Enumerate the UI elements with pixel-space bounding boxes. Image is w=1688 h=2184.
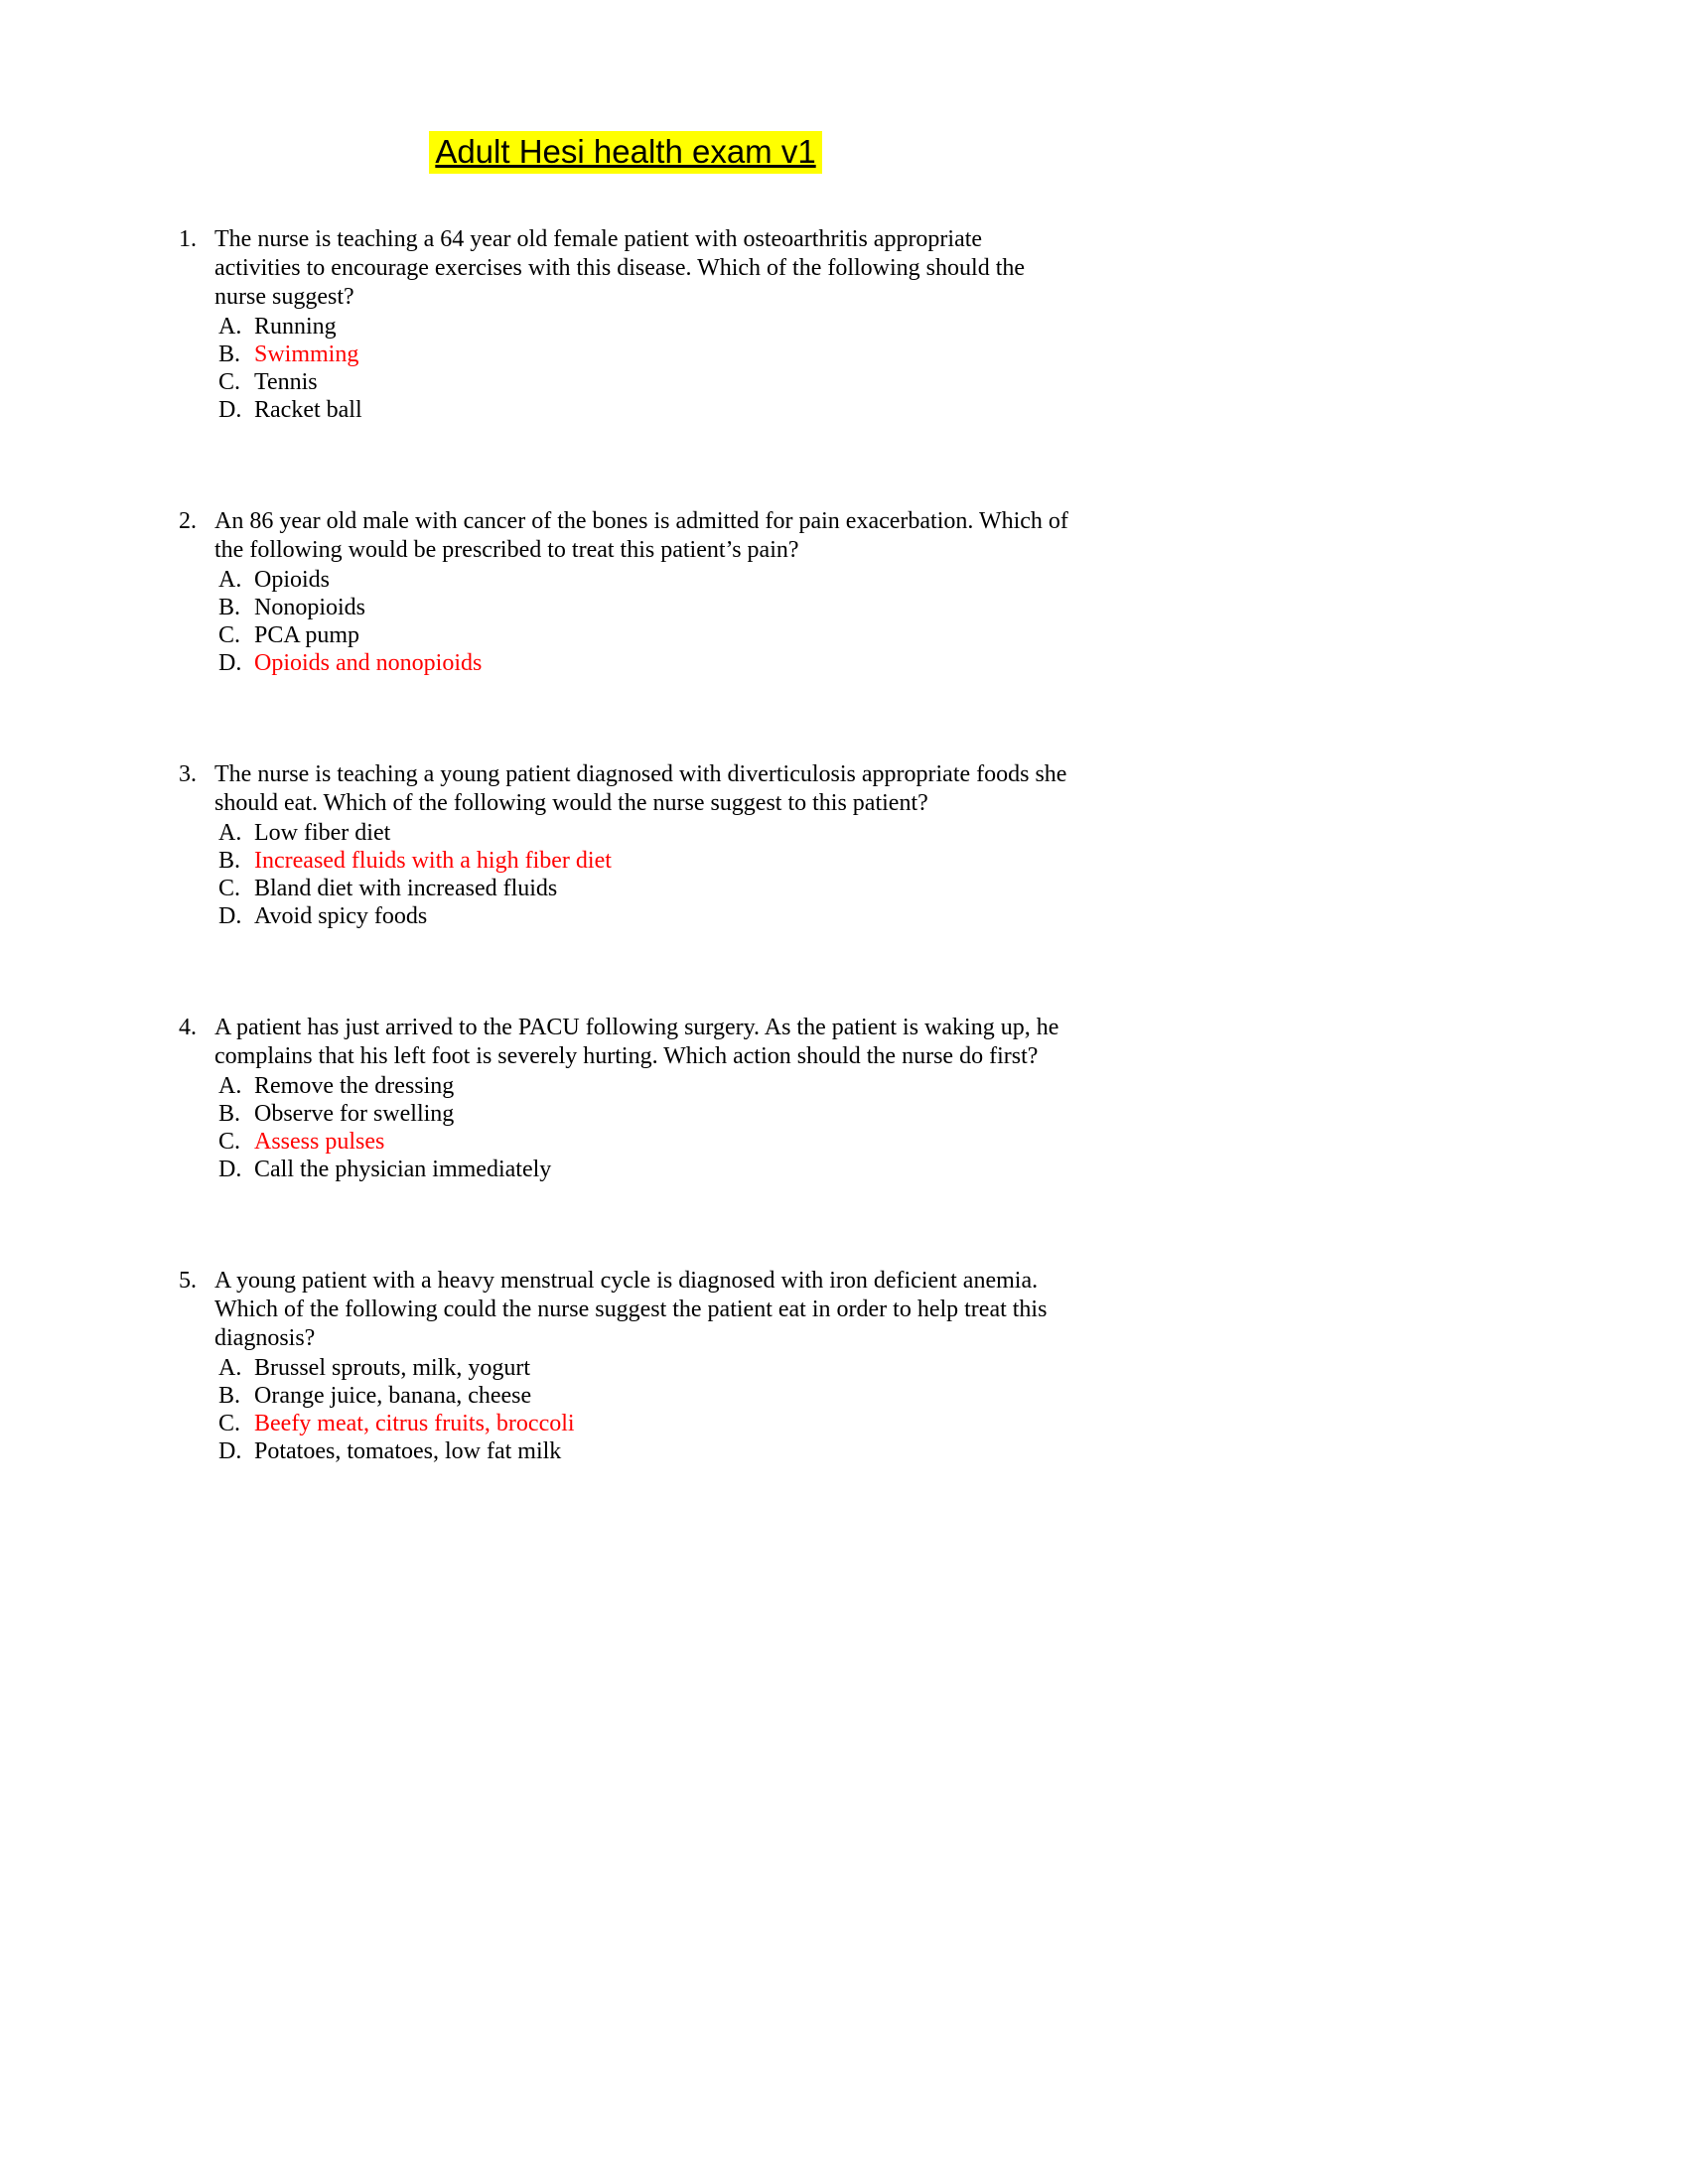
- option-text: Running: [254, 314, 337, 340]
- option-text: Bland diet with increased fluids: [254, 876, 558, 901]
- option-label: D.: [218, 397, 242, 423]
- option-label: A.: [218, 1355, 242, 1381]
- option: [218, 1072, 1072, 1100]
- question-number: 3.: [179, 761, 197, 787]
- option-label: D.: [218, 1157, 242, 1182]
- option-text: Orange juice, banana, cheese: [254, 1383, 532, 1409]
- option-label: B.: [218, 1383, 241, 1409]
- option: [218, 594, 1072, 621]
- option-text: Assess pulses: [254, 1129, 385, 1155]
- question-4: [179, 1014, 1072, 1183]
- option: [218, 1410, 1072, 1437]
- option-text: Low fiber diet: [254, 820, 391, 846]
- option: [218, 341, 1072, 368]
- question-2-stem: [179, 507, 1072, 565]
- question-text: The nurse is teaching a young patient diagnosed with diverticulosis appropriate foods she should eat. Which of the following would the nurse suggest to this patient?: [214, 761, 1067, 816]
- option: [218, 902, 1072, 930]
- question-3: [179, 760, 1072, 930]
- option-text: Beefy meat, citrus fruits, broccoli: [254, 1411, 575, 1436]
- question-text: An 86 year old male with cancer of the bones is admitted for pain exacerbation. Which of the following would be prescribed to treat this patient’s pain?: [214, 508, 1068, 563]
- question-number: 1.: [179, 226, 197, 252]
- option-label: B.: [218, 1101, 241, 1127]
- option-text: Nonopioids: [254, 595, 366, 620]
- option-text: Tennis: [254, 369, 318, 395]
- option: [218, 621, 1072, 649]
- option-text: Racket ball: [254, 397, 362, 423]
- option-label: D.: [218, 1438, 242, 1464]
- option: [218, 368, 1072, 396]
- option-text: Observe for swelling: [254, 1101, 455, 1127]
- page-title: [179, 131, 1072, 174]
- option-text: Avoid spicy foods: [254, 903, 428, 929]
- question-1: [179, 225, 1072, 424]
- option-text: Swimming: [254, 341, 359, 367]
- option: [218, 566, 1072, 594]
- question-5-stem: [179, 1267, 1072, 1353]
- option-label: D.: [218, 650, 242, 676]
- option-text: Opioids: [254, 567, 331, 593]
- option-text: Increased fluids with a high fiber diet: [254, 848, 612, 874]
- option-label: B.: [218, 595, 241, 620]
- option: [218, 1382, 1072, 1410]
- option-label: A.: [218, 820, 242, 846]
- option: [218, 313, 1072, 341]
- option-label: C.: [218, 369, 241, 395]
- question-number: 2.: [179, 508, 197, 534]
- question-3-options: [218, 819, 1072, 930]
- question-5-options: [218, 1354, 1072, 1465]
- question-4-options: [218, 1072, 1072, 1183]
- option-text: Opioids and nonopioids: [254, 650, 483, 676]
- question-5: [179, 1267, 1072, 1465]
- option-label: B.: [218, 341, 241, 367]
- option: [218, 875, 1072, 902]
- option-label: C.: [218, 1129, 241, 1155]
- question-text: A young patient with a heavy menstrual cycle is diagnosed with iron deficient anemia. Which of the following could the nurse suggest the patient eat in order to help treat this diagnosis?: [214, 1268, 1048, 1351]
- option: [218, 1100, 1072, 1128]
- option: [218, 1437, 1072, 1465]
- option: [218, 396, 1072, 424]
- option-label: A.: [218, 314, 242, 340]
- option-text: Potatoes, tomatoes, low fat milk: [254, 1438, 562, 1464]
- option-label: C.: [218, 876, 241, 901]
- option: [218, 649, 1072, 677]
- exam-content: [179, 131, 1072, 1549]
- option-text: PCA pump: [254, 622, 360, 648]
- option-text: Brussel sprouts, milk, yogurt: [254, 1355, 531, 1381]
- question-number: 5.: [179, 1268, 197, 1294]
- option-label: D.: [218, 903, 242, 929]
- question-text: A patient has just arrived to the PACU following surgery. As the patient is waking up, he complains that his left foot is severely hurting. Which action should the nurse do first?: [214, 1015, 1059, 1069]
- option-label: A.: [218, 1073, 242, 1099]
- question-1-stem: [179, 225, 1072, 312]
- option-text: Call the physician immediately: [254, 1157, 552, 1182]
- question-3-stem: [179, 760, 1072, 818]
- question-number: 4.: [179, 1015, 197, 1040]
- option-label: C.: [218, 622, 241, 648]
- option: [218, 1354, 1072, 1382]
- question-2: [179, 507, 1072, 677]
- option: [218, 1156, 1072, 1183]
- question-4-stem: [179, 1014, 1072, 1071]
- question-text: The nurse is teaching a 64 year old female patient with osteoarthritis appropriate activities to encourage exercises with this disease. Which of the following should the nurse suggest?: [214, 226, 1026, 310]
- option: [218, 819, 1072, 847]
- question-2-options: [218, 566, 1072, 677]
- question-1-options: [218, 313, 1072, 424]
- option: [218, 1128, 1072, 1156]
- option: [218, 847, 1072, 875]
- option-text: Remove the dressing: [254, 1073, 455, 1099]
- option-label: C.: [218, 1411, 241, 1436]
- option-label: A.: [218, 567, 242, 593]
- page-title-highlight: Adult Hesi health exam v1: [429, 131, 821, 174]
- option-label: B.: [218, 848, 241, 874]
